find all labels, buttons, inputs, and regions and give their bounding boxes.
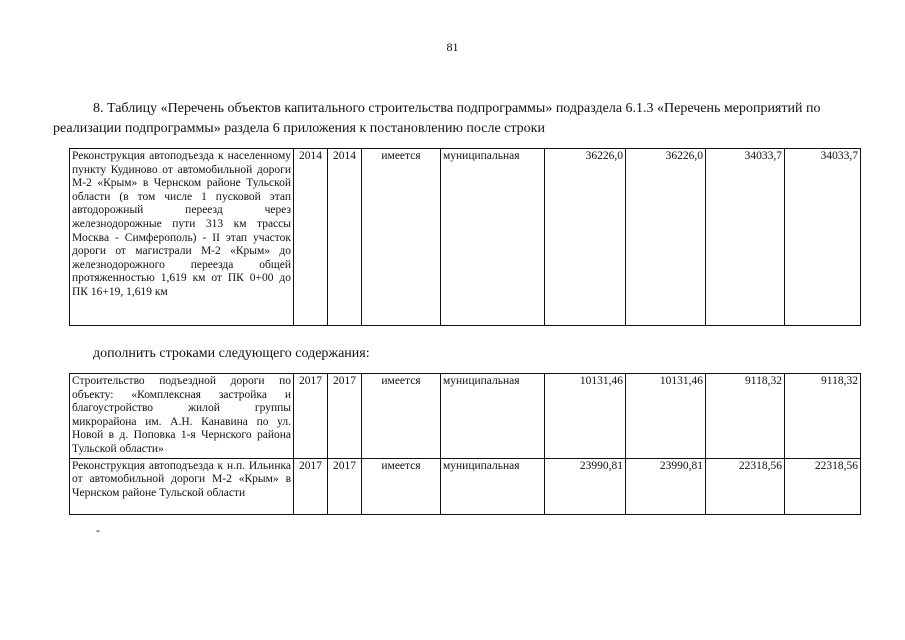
status-cell: имеется [362,149,441,326]
year-start-cell: 2014 [294,149,328,326]
value-1-cell: 36226,0 [545,149,626,326]
year-end-cell: 2017 [328,458,362,514]
intro-line-1: 8. Таблицу «Перечень объектов капитального строительства подпрограммы» подраздела 6.1.3 «Перечень мероприятий по [93,101,821,116]
trailing-mark: - [96,523,100,537]
year-end-cell: 2014 [328,149,362,326]
value-4-cell: 22318,56 [785,458,861,514]
object-description-cell: Реконструкция автоподъезда к н.п. Ильинка от автомобильной дороги М-2 «Крым» в Чернском районе Тульской области [70,458,294,514]
ownership-cell: муниципальная [441,149,545,326]
value-3-cell: 9118,32 [706,374,785,459]
table-row [70,149,861,326]
ownership-cell: муниципальная [441,458,545,514]
table-row [70,374,861,459]
value-3-cell: 22318,56 [706,458,785,514]
value-2-cell: 36226,0 [626,149,706,326]
table-before [69,148,861,326]
value-1-cell: 10131,46 [545,374,626,459]
status-cell: имеется [362,458,441,514]
year-end-cell: 2017 [328,374,362,459]
intro-line-2: реализации подпрограммы» раздела 6 приложения к постановлению после строки [53,121,545,136]
page-number: 81 [446,40,459,54]
object-description-cell: Реконструкция автоподъезда к населенному пункту Кудиново от автомобильной дороги М-2 «Крым» в Чернском районе Тульской области (в том числе 1 пусковой этап автодорожный переезд через железнодорожные пути 313 км трассы Москва - Симферополь) - II этап участок дороги от магистрали М-2 «Крым» до железнодорожного переезда общей протяженностью 1,619 км от ПК 0+00 до ПК 16+19, 1,619 км [70,149,294,326]
value-4-cell: 34033,7 [785,149,861,326]
status-cell: имеется [362,374,441,459]
table-row [70,458,861,514]
year-start-cell: 2017 [294,458,328,514]
value-2-cell: 10131,46 [626,374,706,459]
table-after [69,373,861,515]
value-2-cell: 23990,81 [626,458,706,514]
value-4-cell: 9118,32 [785,374,861,459]
intro-paragraph [53,99,885,139]
year-start-cell: 2017 [294,374,328,459]
ownership-cell: муниципальная [441,374,545,459]
object-description-cell: Строительство подъездной дороги по объекту: «Комплексная застройка и благоустройство жилой группы микрорайона им. А.Н. Канавина по ул. Новой в д. Поповка 1-я Чернского района Тульской области» [70,374,294,459]
value-1-cell: 23990,81 [545,458,626,514]
addendum-text: дополнить строками следующего содержания: [93,346,370,361]
value-3-cell: 34033,7 [706,149,785,326]
